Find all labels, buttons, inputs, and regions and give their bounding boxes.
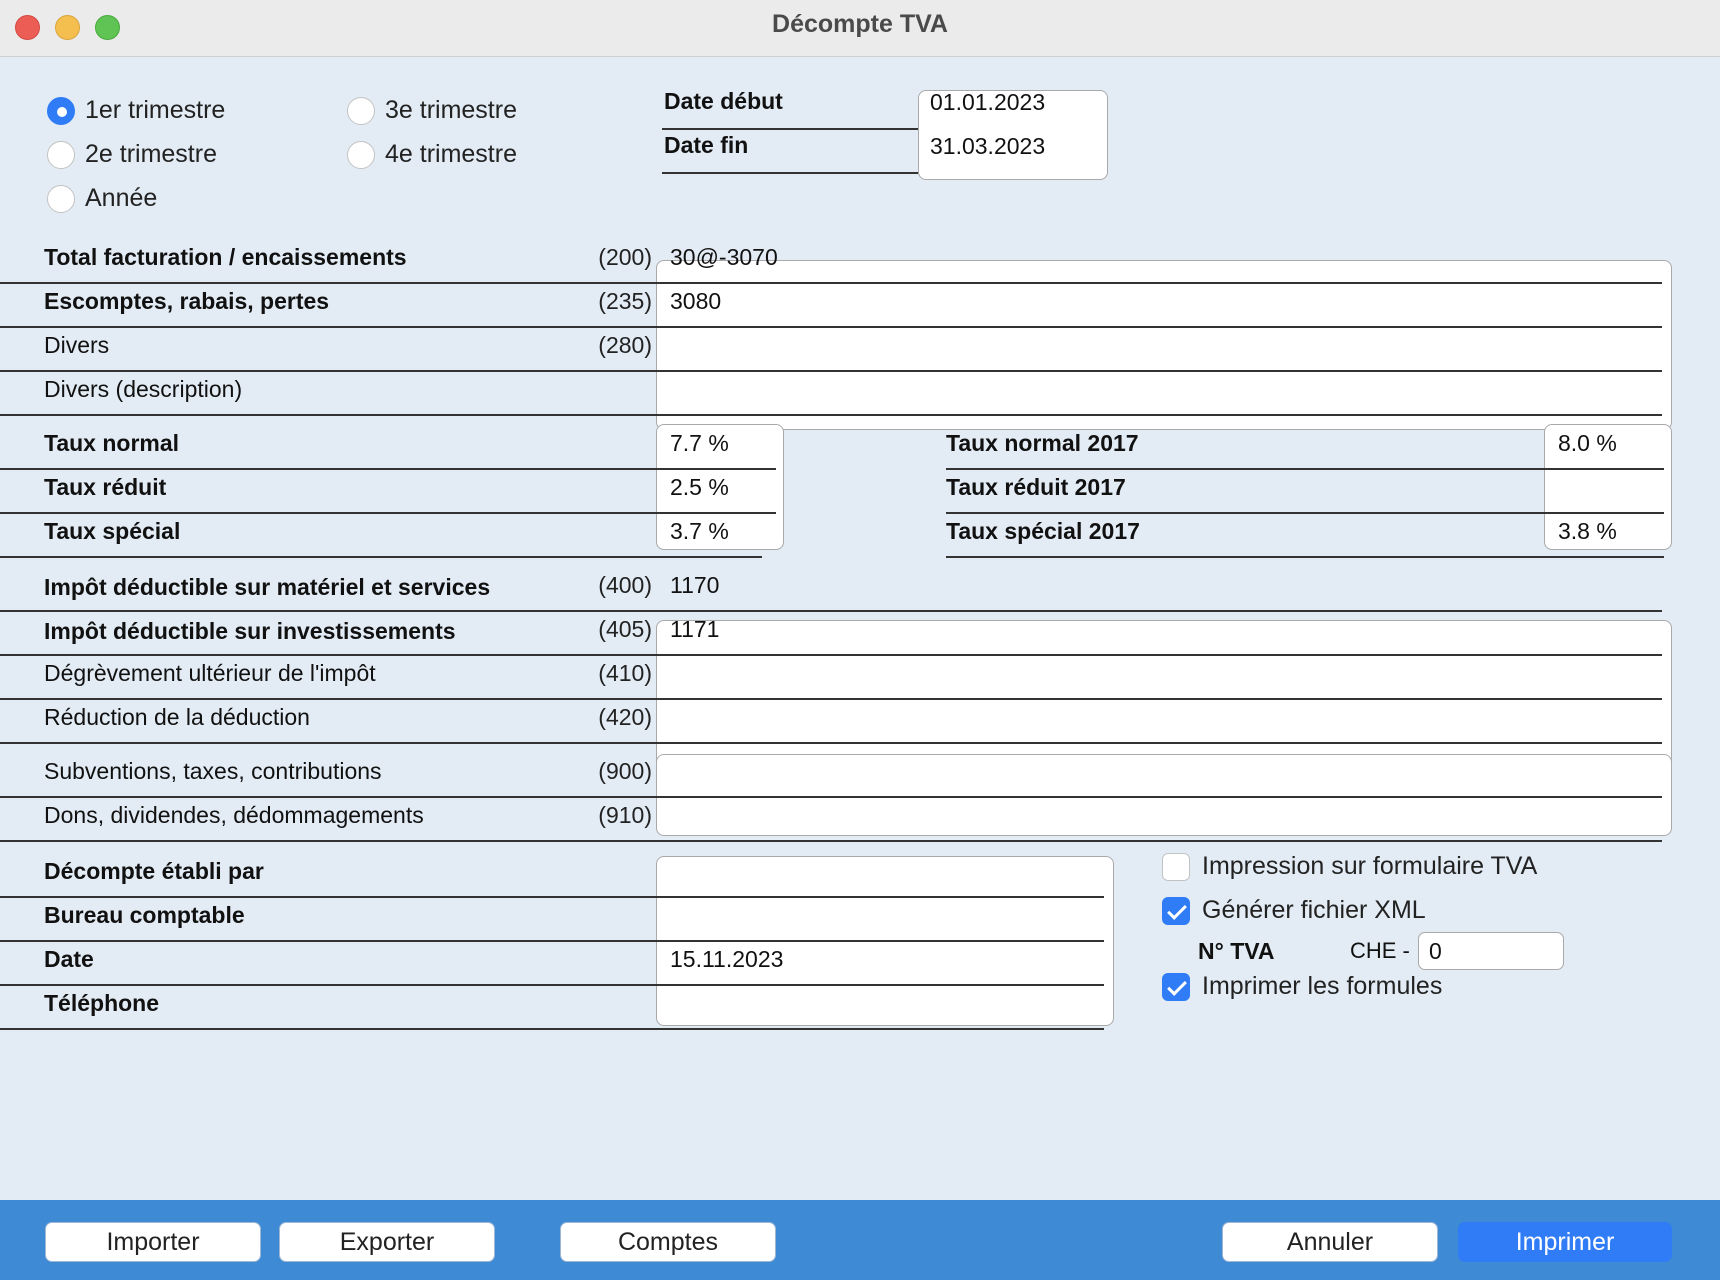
radio-annee[interactable] — [47, 184, 157, 213]
input-235[interactable]: 3080 — [670, 288, 722, 314]
radio-indicator — [347, 97, 375, 125]
input-400[interactable]: 1170 — [670, 572, 720, 598]
rate-reduced-label: Taux réduit — [44, 474, 167, 500]
date-end-label: Date fin — [664, 132, 749, 158]
divider — [946, 512, 1664, 514]
rate-reduced-2017-label: Taux réduit 2017 — [946, 474, 1126, 500]
rate-normal-input[interactable]: 7.7 % — [670, 430, 729, 456]
row-label-900: Subventions, taxes, contributions — [44, 758, 382, 784]
divider — [0, 940, 1104, 942]
code-235: (235) — [598, 288, 652, 314]
phone-label: Téléphone — [44, 990, 160, 1016]
radio-3e-trimestre[interactable] — [347, 96, 517, 125]
divider — [0, 512, 776, 514]
checkbox-label: Impression sur formulaire TVA — [1202, 852, 1538, 880]
row-label-divers-description: Divers (description) — [44, 376, 243, 402]
row-label-910: Dons, dividendes, dédommagements — [44, 802, 424, 828]
title-bar — [0, 0, 1720, 57]
divider — [0, 742, 1662, 744]
author-label: Décompte établi par — [44, 858, 264, 884]
divider — [0, 796, 1662, 798]
dialog-content — [0, 58, 1720, 1200]
radio-label: Année — [85, 184, 158, 212]
input-200[interactable]: 30@-3070 — [670, 244, 778, 270]
divider — [0, 896, 1104, 898]
divider — [0, 840, 1662, 842]
radio-indicator — [47, 141, 75, 169]
code-200: (200) — [598, 244, 652, 270]
radio-label: 4e trimestre — [385, 140, 517, 168]
date-start-label: Date début — [664, 88, 783, 114]
rate-special-2017-label: Taux spécial 2017 — [946, 518, 1140, 544]
rate-reduced-input[interactable]: 2.5 % — [670, 474, 729, 500]
row-label-405: Impôt déductible sur investissements — [44, 618, 456, 644]
vat-number-label: N° TVA — [1198, 938, 1275, 964]
code-405: (405) — [598, 616, 652, 642]
divider — [0, 984, 1104, 986]
radio-label: 1er trimestre — [85, 96, 226, 124]
rate-normal-label: Taux normal — [44, 430, 180, 456]
rate-special-label: Taux spécial — [44, 518, 181, 544]
radio-indicator — [47, 185, 75, 213]
date-label: Date — [44, 946, 94, 972]
vat-number-value: 0 — [1429, 938, 1442, 964]
radio-selected-indicator — [47, 97, 75, 125]
cancel-button[interactable]: Annuler — [1222, 1222, 1438, 1262]
code-900: (900) — [598, 758, 652, 784]
row-label-420: Réduction de la déduction — [44, 704, 310, 730]
date-input[interactable]: 15.11.2023 — [670, 946, 784, 972]
date-start-input[interactable]: 01.01.2023 — [930, 89, 1046, 115]
divider — [0, 414, 1662, 416]
rate-special-input[interactable]: 3.7 % — [670, 518, 729, 544]
radio-2e-trimestre[interactable] — [47, 140, 217, 169]
row-label-280: Divers — [44, 332, 110, 358]
code-410: (410) — [598, 660, 652, 686]
print-formulas-checkbox[interactable] — [1162, 972, 1442, 1001]
radio-4e-trimestre[interactable] — [347, 140, 517, 169]
code-280: (280) — [598, 332, 652, 358]
divider — [0, 468, 776, 470]
divider — [0, 370, 1662, 372]
checkmark-icon — [1162, 973, 1190, 1001]
rate-special-2017-input[interactable]: 3.8 % — [1558, 518, 1617, 544]
other-box — [656, 754, 1672, 836]
accounts-button[interactable]: Comptes — [560, 1222, 776, 1262]
divider — [0, 698, 1662, 700]
radio-indicator — [347, 141, 375, 169]
checkbox-label: Imprimer les formules — [1202, 972, 1443, 1000]
radio-label: 2e trimestre — [85, 140, 217, 168]
button-bar — [0, 1200, 1720, 1280]
checkbox-label: Générer fichier XML — [1202, 896, 1426, 924]
vat-number-input[interactable] — [1418, 932, 1564, 970]
divider — [946, 556, 1664, 558]
checkmark-icon — [1162, 897, 1190, 925]
divider — [0, 556, 762, 558]
code-420: (420) — [598, 704, 652, 730]
divider — [0, 610, 1662, 612]
radio-label: 3e trimestre — [385, 96, 517, 124]
rate-normal-2017-input[interactable]: 8.0 % — [1558, 430, 1617, 456]
code-400: (400) — [598, 572, 652, 598]
divider — [0, 326, 1662, 328]
divider — [0, 1028, 1104, 1030]
revenue-box — [656, 260, 1672, 430]
row-label-400: Impôt déductible sur matériel et services — [44, 574, 491, 600]
divider — [946, 468, 1664, 470]
import-button[interactable]: Importer — [45, 1222, 261, 1262]
input-405[interactable]: 1171 — [670, 616, 720, 642]
row-label-200: Total facturation / encaissements — [44, 244, 407, 270]
vat-prefix: CHE - — [1350, 938, 1410, 963]
rate-normal-2017-label: Taux normal 2017 — [946, 430, 1139, 456]
row-label-235: Escomptes, rabais, pertes — [44, 288, 330, 314]
window-title: Décompte TVA — [772, 10, 948, 38]
checkbox-box — [1162, 853, 1190, 881]
print-form-checkbox[interactable] — [1162, 852, 1537, 881]
xml-checkbox[interactable] — [1162, 896, 1426, 925]
radio-1er-trimestre[interactable] — [47, 96, 225, 125]
row-label-410: Dégrèvement ultérieur de l'impôt — [44, 660, 376, 686]
code-910: (910) — [598, 802, 652, 828]
date-end-input[interactable]: 31.03.2023 — [930, 133, 1046, 159]
export-button[interactable]: Exporter — [279, 1222, 495, 1262]
divider — [0, 282, 1662, 284]
print-button[interactable]: Imprimer — [1458, 1222, 1672, 1262]
office-label: Bureau comptable — [44, 902, 245, 928]
divider — [0, 654, 1662, 656]
